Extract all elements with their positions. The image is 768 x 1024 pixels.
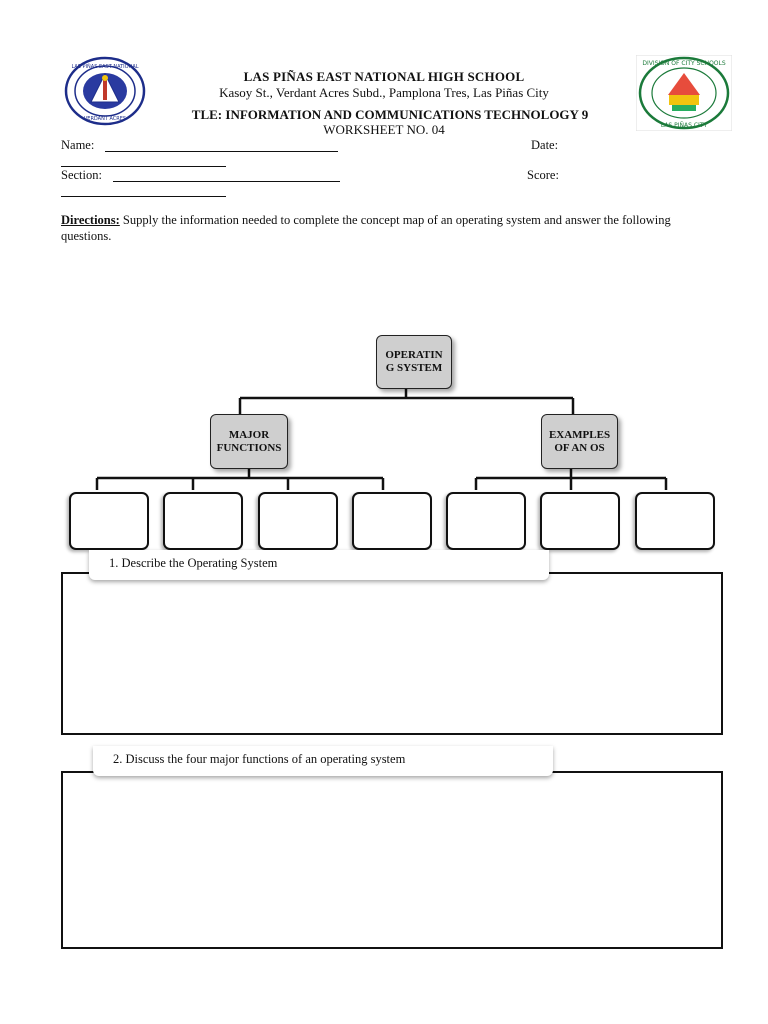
section-label: Section: (61, 168, 102, 182)
major-functions-node (210, 414, 288, 469)
examples-of-os-label: EXAMPLES OF AN OS (548, 428, 611, 454)
name-label: Name: (61, 138, 95, 152)
major-function-blank-4[interactable] (352, 492, 432, 550)
answer-box-2[interactable] (61, 771, 723, 949)
school-name: LAS PIÑAS EAST NATIONAL HIGH SCHOOL (243, 69, 525, 84)
examples-of-os-node (541, 414, 618, 469)
school-address: Kasoy St., Verdant Acres Subd., Pamplona Tres, Las Piñas City (219, 85, 549, 100)
os-example-blank-2[interactable] (540, 492, 620, 550)
svg-text:VERDANT ACRES: VERDANT ACRES (83, 116, 127, 122)
score-label: Score: (527, 168, 559, 182)
directions-label: Directions: (61, 213, 120, 227)
directions-text: Supply the information needed to complete the concept map of an operating system and answer the following questions. (61, 213, 671, 243)
major-function-blank-2[interactable] (163, 492, 243, 550)
question-1 (89, 550, 549, 580)
date-label: Date: (531, 138, 559, 152)
major-function-blank-1[interactable] (69, 492, 149, 550)
worksheet-number: WORKSHEET NO. 04 (323, 122, 445, 137)
svg-text:LAS PIÑAS EAST NATIONAL: LAS PIÑAS EAST NATIONAL (71, 64, 139, 70)
concept-map-root-node (376, 335, 452, 389)
os-example-blank-3[interactable] (635, 492, 715, 550)
major-function-blank-3[interactable] (258, 492, 338, 550)
os-example-blank-1[interactable] (446, 492, 526, 550)
answer-box-1[interactable] (61, 572, 723, 735)
svg-text:LAS PIÑAS CITY: LAS PIÑAS CITY (660, 122, 708, 129)
major-functions-label: MAJOR FUNCTIONS (216, 428, 282, 454)
svg-text:DIVISION OF CITY SCHOOLS: DIVISION OF CITY SCHOOLS (642, 60, 726, 67)
question-2-text: 2. Discuss the four major functions of an operating system (113, 752, 406, 766)
subject-title: TLE: INFORMATION AND COMMUNICATIONS TECHNOLOGY 9 (191, 107, 589, 122)
root-node-label: OPERATIN G SYSTEM (385, 349, 443, 374)
question-1-text: 1. Describe the Operating System (109, 556, 278, 570)
question-2 (93, 746, 553, 776)
